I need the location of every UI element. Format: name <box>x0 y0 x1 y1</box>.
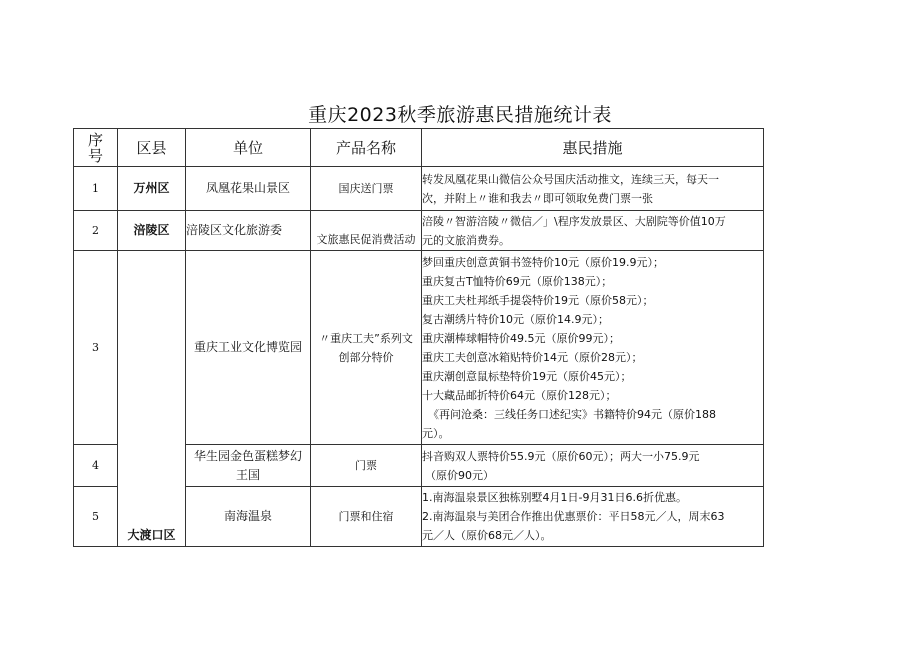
header-product: 产品名称 <box>311 129 422 167</box>
table-row <box>74 211 764 251</box>
page-title: 重庆2023秋季旅游惠民措施统计表 <box>308 104 612 126</box>
row-district: 大渡口区 <box>118 251 186 547</box>
row-seq: 5 <box>74 487 118 547</box>
row-seq: 2 <box>74 211 118 251</box>
row-product: 门票和住宿 <box>311 487 422 547</box>
row-product: 门票 <box>311 445 422 487</box>
measure-line: 重庆工夫创意冰箱贴特价14元（原价28元）； <box>422 350 643 364</box>
measure-line: 重庆潮棒球帽特价49.5元（原价99元）； <box>422 331 620 345</box>
header-seq: 序号 <box>74 129 118 167</box>
row-unit: 南海温泉 <box>186 487 311 547</box>
measure-line: （原价90元） <box>425 468 494 482</box>
row-seq: 1 <box>74 167 118 211</box>
measure-line: 2.南海温泉与美团合作推出优惠票价：平日58元／人，周末63 <box>422 510 725 523</box>
measure-line: 重庆工夫杜邦纸手提袋特价19元（原价58元）； <box>422 293 654 307</box>
row-district: 涪陵区 <box>118 211 186 251</box>
measures-table <box>73 128 764 547</box>
header-district: 区县 <box>118 129 186 167</box>
row-unit: 重庆工业文化博览园 <box>186 251 311 445</box>
measure-line: 重庆潮创意鼠标垫特价19元（原价45元）； <box>422 369 632 383</box>
table-row <box>74 167 764 211</box>
header-row <box>74 129 764 167</box>
row-unit: 涪陵区文化旅游委 <box>186 211 311 251</box>
measure-line: 元的文旅消费券。 <box>422 233 510 247</box>
row-unit: 凤凰花果山景区 <box>186 167 311 211</box>
measure-line: 元／人（原价68元／人）。 <box>422 529 552 542</box>
header-measure: 惠民措施 <box>422 129 764 167</box>
row-measure <box>422 167 764 211</box>
measure-line: 转发凤凰花果山微信公众号国庆活动推文，连续三天，每天一 <box>422 172 719 186</box>
row-product: 国庆送门票 <box>311 167 422 211</box>
measure-line: 《再问沧桑：三线任务口述纪实》书籍特价94元（原价188 <box>428 407 716 421</box>
row-seq: 4 <box>74 445 118 487</box>
row-product: 文旅惠民促消费活动 <box>311 211 422 251</box>
header-unit: 单位 <box>186 129 311 167</box>
measure-line: 元）。 <box>422 426 450 440</box>
measure-line: 重庆复古T恤特价69元（原价138元）； <box>422 274 613 288</box>
measure-line: 抖音购双人票特价55.9元（原价60元）；两大一小75.9元 <box>422 449 700 463</box>
row-product: 〃重庆工夫”系列文创部分特价 <box>311 251 422 445</box>
measure-line: 次，并附上〃谁和我去〃即可领取免费门票一张 <box>422 191 653 205</box>
measure-line: 1.南海温泉景区独栋别墅4月1日-9月31日6.6折优惠。 <box>422 491 687 504</box>
measure-line: 复古潮绣片特价10元（原价14.9元）； <box>422 312 609 326</box>
measure-line: 涪陵〃智游涪陵〃微信／」\程序发放景区、大剧院等价值10万 <box>422 214 726 228</box>
measure-line: 梦回重庆创意黄铜书签特价10元（原价19.9元）； <box>422 255 664 269</box>
table-row <box>74 251 764 445</box>
row-unit: 华生园金色蛋糕梦幻王国 <box>186 445 311 487</box>
row-measure <box>422 445 764 487</box>
row-measure <box>422 211 764 251</box>
row-measure <box>422 487 764 547</box>
row-seq: 3 <box>74 251 118 445</box>
row-district: 万州区 <box>118 167 186 211</box>
row-measure <box>422 251 764 445</box>
measure-line: 十大藏品邮折特价64元（原价128元）； <box>422 388 617 402</box>
